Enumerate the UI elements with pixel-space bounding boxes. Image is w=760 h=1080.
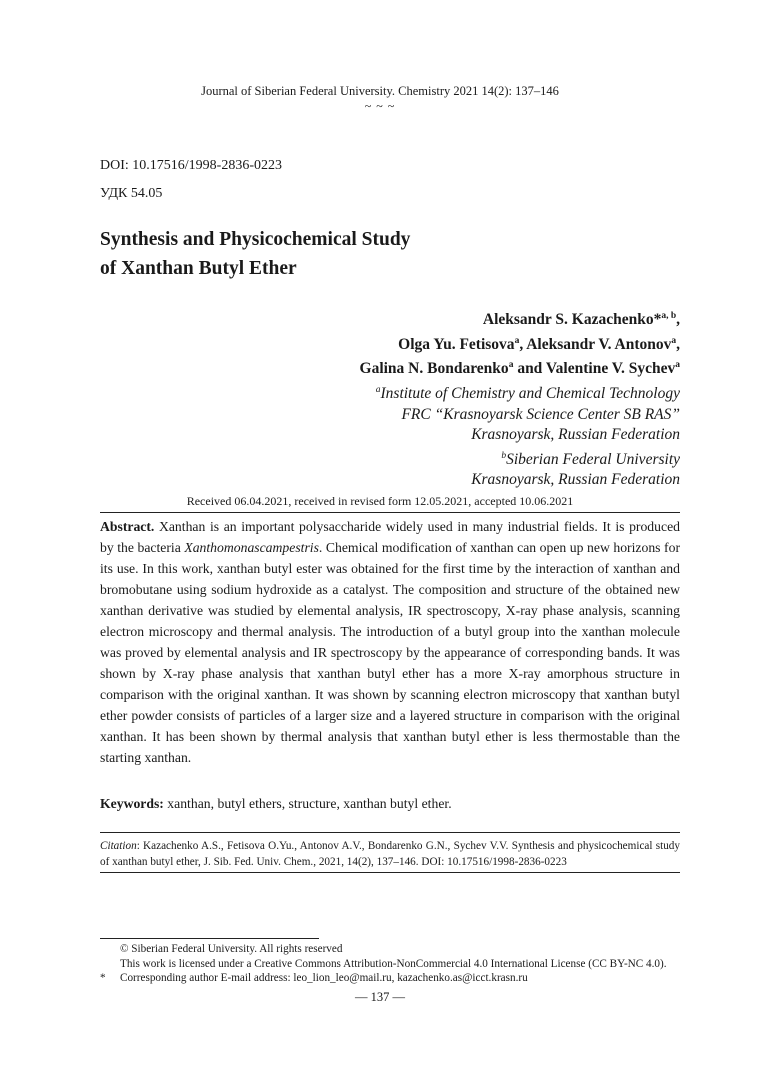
doi: DOI: 10.17516/1998-2836-0223 — [100, 158, 282, 173]
affiliation-line: FRC “Krasnoyarsk Science Center SB RAS” — [401, 405, 680, 423]
author-affiliation-mark: a — [514, 335, 520, 346]
citation-label: Citation — [100, 840, 137, 852]
footnote-divider — [100, 938, 319, 939]
keywords — [100, 794, 680, 814]
author-line-3 — [360, 355, 680, 380]
title-line-1: Synthesis and Physicochemical Study — [100, 229, 411, 250]
author-affiliation-mark: a, b — [661, 311, 677, 321]
footnotes — [100, 942, 700, 986]
divider — [100, 832, 680, 833]
keywords-text: xanthan, butyl ethers, structure, xanthan butyl ether. — [163, 796, 452, 811]
separator: , — [676, 311, 680, 329]
page-number: — 137 — — [355, 990, 405, 1004]
header-ornament: ~ ~ ~ — [364, 99, 396, 113]
and-connector: and — [513, 360, 546, 378]
affiliation-line: Krasnoyarsk, Russian Federation — [471, 426, 680, 444]
separator: , — [676, 335, 680, 353]
author-line-2 — [360, 331, 680, 356]
separator: , — [519, 335, 527, 353]
affiliation-mark: b — [501, 450, 507, 461]
divider — [100, 512, 680, 513]
species-name: Xanthomonascampestris — [184, 540, 319, 555]
udk-code: УДК 54.05 — [100, 186, 163, 201]
received-dates: Received 06.04.2021, received in revised form 12.05.2021, accepted 10.06.2021 — [186, 494, 574, 508]
corresponding-text: Corresponding author E-mail address: leo_lion_leo@mail.ru, kazachenko.as@icct.krasn.ru — [120, 972, 528, 984]
author-name: Valentine V. Sychev — [545, 360, 676, 378]
author-affiliation-mark: a — [675, 360, 680, 371]
divider — [100, 872, 680, 873]
title-line-2: of Xanthan Butyl Ether — [100, 258, 297, 279]
journal-header: Journal of Siberian Federal University. Chemistry 2021 14(2): 137–146 — [201, 84, 559, 98]
corresponding-author-note — [100, 971, 700, 986]
abstract-label: Abstract. — [100, 519, 155, 534]
abstract-text: Xanthan is an important polysaccharide widely used in many industrial fields. It is produced by the bacteria — [100, 519, 680, 555]
paper-title — [100, 225, 520, 283]
affiliation-line: Krasnoyarsk, Russian Federation — [471, 471, 680, 489]
affiliation-text: Siberian Federal University — [506, 450, 680, 468]
author-affiliation-mark: a — [671, 335, 677, 346]
author-affiliation-mark: a — [508, 360, 514, 371]
affiliation-line — [360, 446, 680, 471]
author-name: Aleksandr V. Antonov — [526, 335, 672, 353]
affiliation-text: Institute of Chemistry and Chemical Technology — [380, 385, 680, 403]
footnote-star: * — [100, 972, 106, 984]
copyright-note: © Siberian Federal University. All rights reserved — [120, 943, 343, 955]
keywords-label: Keywords: — [100, 796, 164, 811]
citation-text: : Kazachenko A.S., Fetisova O.Yu., Antonov A.V., Bondarenko G.N., Sychev V.V. Synthesis and physicochemical study of xanthan butyl ether, J. Sib. Fed. Univ. Chem., 2021, 14(2), 137–146. DOI: 10.17516/1998-2836-0223 — [100, 840, 680, 868]
abstract — [100, 516, 680, 768]
affiliation-line — [360, 380, 680, 405]
abstract-text: . Chemical modification of xanthan can open up new horizons for its use. In this work, xanthan butyl ester was obtained for the first time by the interaction of xanthan and bromobutane using sodium hydroxide as a catalyst. The composition and structure of the obtained new xanthan derivative was studied by elemental analysis, IR spectroscopy, X-ray phase analysis, scanning electron microscopy and thermal analysis. The introduction of a butyl group into the xanthan molecule was proved by elemental analysis and IR spectroscopy by the appearance of corresponding bands. It was shown by X-ray phase analysis that xanthan butyl ether has a more X-ray amorphous structure in comparison with the original xanthan. It was shown by scanning electron microscopy that xanthan butyl ether powder consists of particles of a larger size and a layered structure in comparison with the original xanthan. It has been shown by thermal analysis that xanthan butyl ether is less thermostable than the starting xanthan. — [100, 540, 681, 765]
affiliation-mark: a — [375, 384, 381, 395]
author-name: Galina N. Bondarenko — [359, 360, 509, 378]
author-block — [360, 306, 680, 491]
author-name: Olga Yu. Fetisova — [398, 335, 515, 353]
license-note: This work is licensed under a Creative Commons Attribution-NonCommercial 4.0 International License (CC BY-NC 4.0). — [120, 957, 667, 970]
author-line-1 — [360, 306, 680, 331]
author-name: Aleksandr S. Kazachenko* — [482, 311, 662, 329]
citation — [100, 838, 680, 870]
